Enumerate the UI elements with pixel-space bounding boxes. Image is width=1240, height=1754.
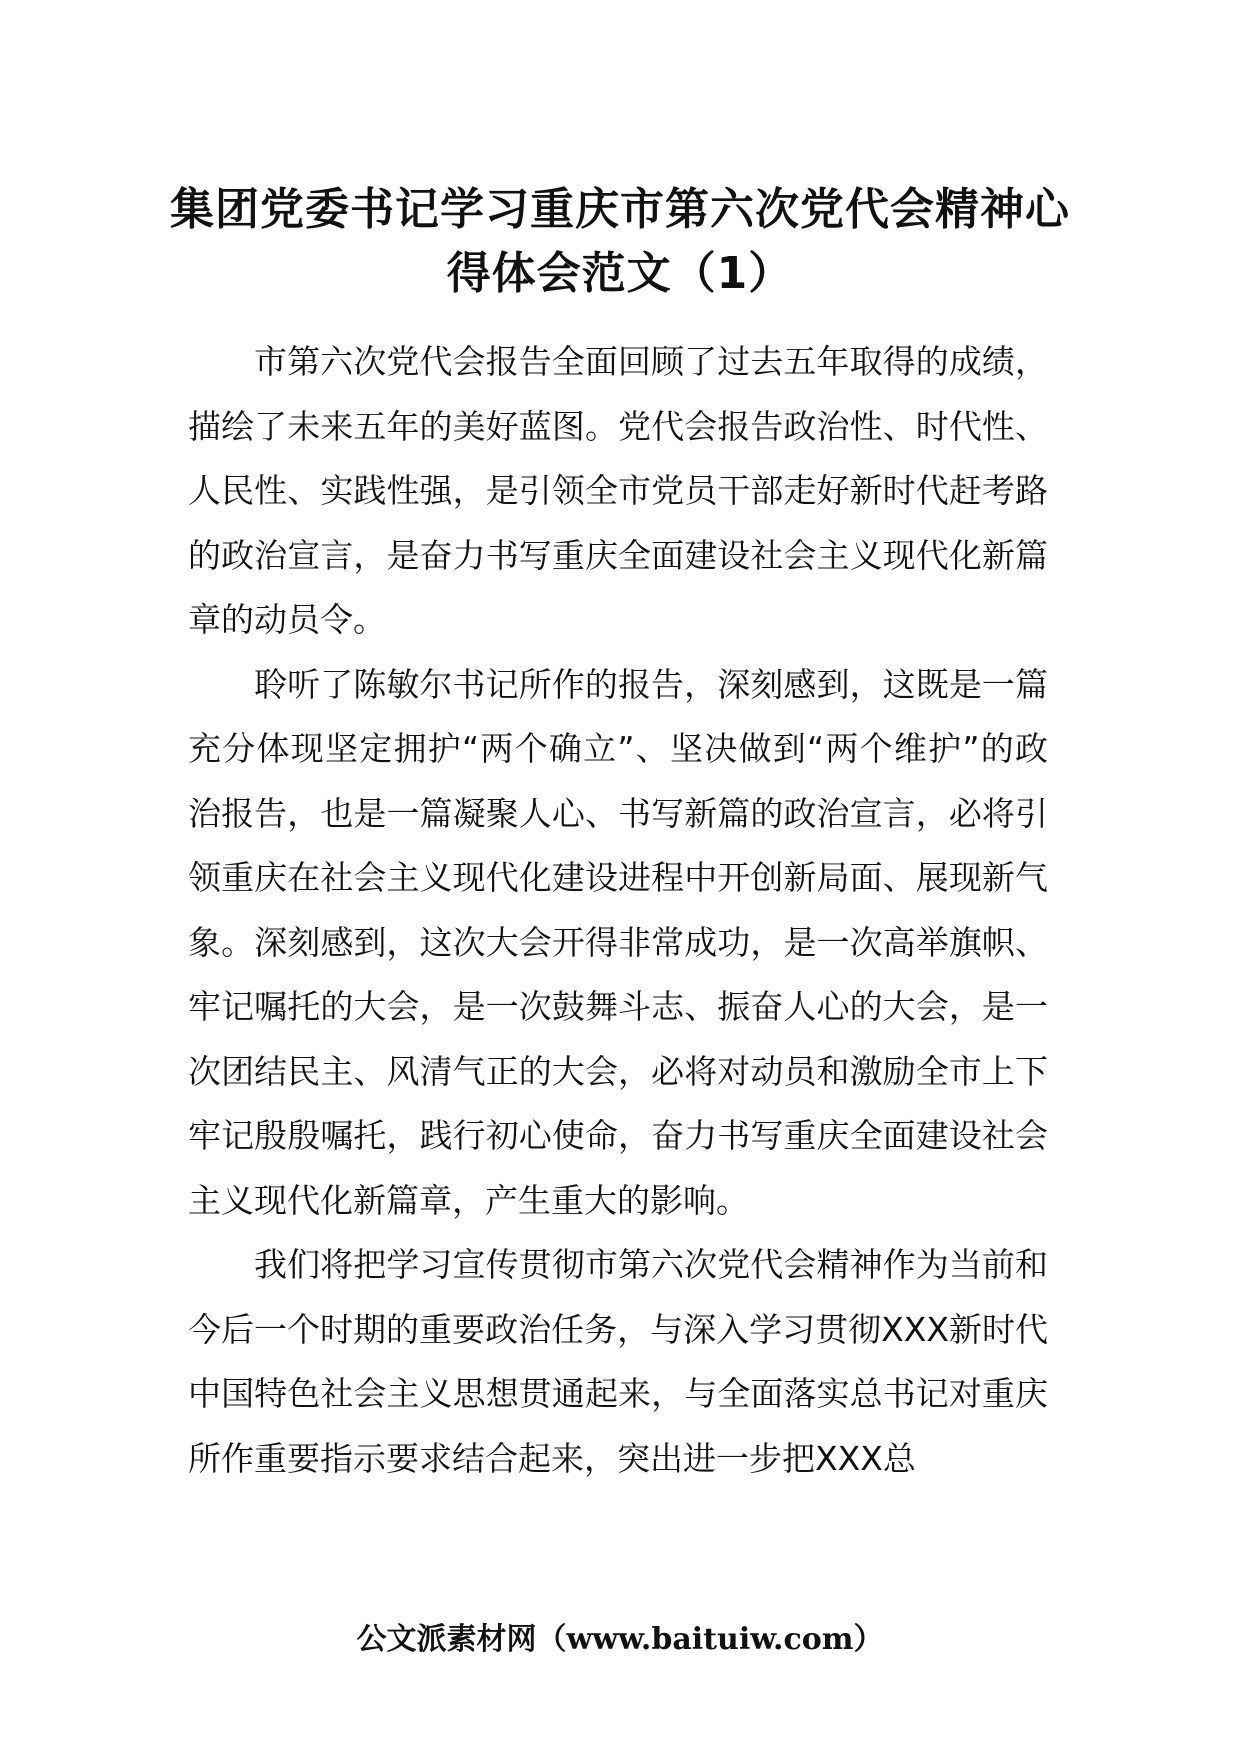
document-title: 集团党委书记学习重庆市第六次党代会精神心得体会范文（1） bbox=[170, 184, 1070, 299]
paragraph-2: 聆听了陈敏尔书记所作的报告，深刻感到，这既是一篇充分体现坚定拥护“两个确立”、坚决做到“两个维护”的政治报告，也是一篇凝聚人心、书写新篇的政治宣言，必将引领重庆在社会主义现代化建设进程中开创新局面、展现新气象。深刻感到，这次大会开得非常成功，是一次高举旗帜、牢记嘱托的大会，是一次鼓舞斗志、振奋人心的大会，是一次团结民主、风清气正的大会，必将对动员和激励全市上下牢记殷殷嘱托，践行初心使命，奋力书写重庆全面建设社会主义现代化新篇章，产生重大的影响。 bbox=[188, 664, 1048, 1220]
paragraph-3: 我们将把学习宣传贯彻市第六次党代会精神作为当前和今后一个时期的重要政治任务，与深入学习贯彻XXX新时代中国特色社会主义思想贯通起来，与全面落实总书记对重庆所作重要指示要求结合起来，突出进一步把XXX总 bbox=[188, 1245, 1048, 1478]
footer-watermark: 公文派素材网（www.baituiw.com） bbox=[356, 1622, 884, 1657]
paragraph-1: 市第六次党代会报告全面回顾了过去五年取得的成绩，描绘了未来五年的美好蓝图。党代会报告政治性、时代性、人民性、实践性强，是引领全市党员干部走好新时代赶考路的政治宣言，是奋力书写重庆全面建设社会主义现代化新篇章的动员令。 bbox=[188, 342, 1048, 639]
document-body bbox=[188, 330, 1048, 1491]
